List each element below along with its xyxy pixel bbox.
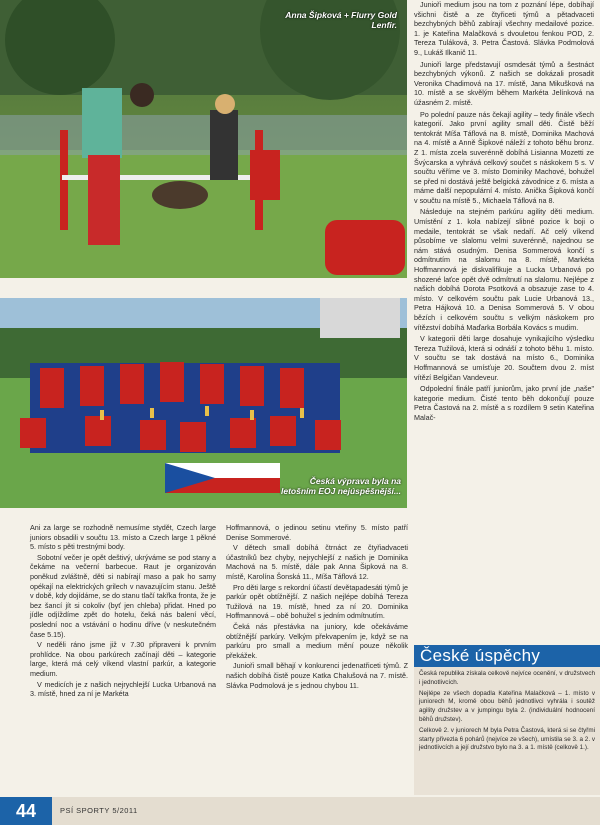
box-paragraph: Česká republika získala celkově nejvíce ocenění, v družstvech i jednotlivcích. [419,670,595,686]
photo-caption: Anna Šipková + Flurry Gold Lenfir. [285,10,397,30]
photo-agility-jump [0,0,407,278]
paragraph: Junioři medium jsou na tom z poznání lépe, dobíhají všichni čistě a ze čtyřiceti týmů a pětadvaceti bezchybných běhů zabírají všechny medailové pozice. 1. je Kateřina Malačková s dvouletou fenkou POD, 2. Tereza Tuláková, 3. Petra Častová. Slávka Podmolová 9., Lukáš Ilkanič 11. [414,0,594,57]
paragraph: V dětech small dobíhá čtrnáct ze čtyřiadvaceti účastníků bez chyby, nejrychlejší z našich je Dominika Machová na 5. místě, dále pak Anna Šipková na 8. místě, Karolína Šonská 11., Míša Táflová 12. [226,543,408,581]
paragraph: Po polední pauze nás čekají agility – tedy finále všech kategorií. Jako první agility small děti. Čistě běží tentokrát Míša Táflová na 8. místě, Dominika Machová na 4. místě a Anně Šipkové náleží z tohoto běhu bronz. Z 1. místa zcela suverénně dobíhá Lisianna Mozetti ze Švýcarska a vyhrává celkový součet s náskokem 5 s. V součtu věříme ve 3. místo Dominiky Machové, bohužel se před ni dostává ještě belgická závodnice z 6. místa a máme další nepopulární 4. místo. Anička Šipková končí v součtu na místě 5., Michaela Táflová na 8. [414,109,594,205]
paragraph: Ani za large se rozhodně nemusíme stydět, Czech large juniors obsadili v součtu 13. místo a Czech large 1 pěkné 5. místo s pěti trestnými body. [30,523,216,552]
article-column-3 [414,0,594,425]
article-column-1 [30,523,216,700]
paragraph: Čeká nás přestávka na juniory, kde očekáváme obtížnější parkúry. Velkým překvapením je, když se na parkúru pro small a medium mění pouze několik překážek. [226,621,408,660]
box-paragraph: Celkově 2. v juniorech M byla Petra Častová, která si se čtyřmi starty přivezla 6 pohárů (nejvíce ze všech), umístila se 3. a 2. v jednotlivcích a její družstvo bylo na 3. a 1. místě (celkově 1.). [419,726,595,752]
article-column-2 [226,523,408,691]
paragraph: Následuje na stejném parkúru agility děti medium. Umístění z 1. kola nabízejí slibné pozice k boji o medaile, tentokrát se však nedaří. Ač celý víkend působíme ve slalomu velmi suverénně, najednou se nám stává osudným. Denisa Sommerová končí s odmítnutím na slalomu na 8. místě, Markéta Hoffmannová je diskvalifikuje a Lucka Urbanová po shozené laťce opět dvě odmítnutí na slalomu. Nejlépe z našich dobíhá Dorota Psotková a obsazuje zase to 4. místo. V celkovém součtu pak Lucie Urbanová 13., Petra Hájková 10. a Denisa Sommerová 5. V obou bězích i celkovém součtu s velkým náskokem pro vítězství dobíhá Maďarka Borbála Kovács s mudim. [414,207,594,332]
paragraph: Pro děti large s rekordní účastí devětapadesáti týmů je parkúr opět obtížnější. Z našich nejlépe dobíhá Tereza Tužilová na 19. místě, hned za ní 20. Dominika Hoffmannová – obě bohužel s jedním odmítnutím. [226,582,408,621]
paragraph: Junioři small běhají v konkurenci jedenatřiceti týmů. Z našich dobíhá čistě pouze Katka Chalušová na 7. místě. Slávka Podmolová je s jednou chybou 11. [226,661,408,690]
box-title: České úspěchy [414,645,600,667]
box-paragraph: Nejlépe ze všech dopadla Kateřina Malačková – 1. místo v juniorech M, kromě obou běhů jednotlivci vyhrála i soutěž agility družstev a v jumpingu byla 2. (individuální hodnocení běhů družstev). [419,689,595,723]
box-body [414,667,600,758]
photo-team-group [0,298,407,508]
photo-caption: Česká výprava byla na letošním EOJ nejúspěšnější... [281,476,401,496]
magazine-issue: PSÍ SPORTY 5/2011 [60,806,138,815]
paragraph: V kategorii děti large dosahuje vynikajícího výsledku Tereza Tužilová, která si odnáší z tohoto běhu 1. místo. V součtu se tak dostává na místo 6., Dominika Hoffmannová se umísťuje 20. Součtem dvou 2. míst vítězí Belgičan Vandeveur. [414,334,594,382]
paragraph: Odpolední finále patří juniorům, jako první jde „naše" kategorie medium. Čisté tento běh dokončují pouze Petra Častová na 2. místě a s rozdílem 9 setin Kateřina Malač- [414,384,594,422]
paragraph: V neděli ráno jsme již v 7.30 připraveni k prvním prohlídce. Na obou parkúrech začínají děti – kategorie large, která má celý víkend vlastní parkúr, a kategorie medium. [30,640,216,678]
paragraph: V medicích je z našich nejrychlejší Lucka Urbanová na 3. místě, hned za ní je Markéta [30,679,216,699]
paragraph: Junioři large představují osmdesát týmů a šestnáct bezchybných výkonů. Z našich se dokázali prosadit Veronika Chadimová na 17. místě, Jana Mikušková na 10. místě a se skvělým během Markéta Jelínková na úžasném 2. místě. [414,59,594,107]
paragraph: Hoffmannová, o jedinou setinu vteřiny 5. místo patří Denise Sommerové. [226,523,408,542]
page-footer [0,797,600,825]
czech-successes-box [414,645,600,795]
photo-agility-jump-image [0,0,407,278]
paragraph: Sobotní večer je opět deštivý, ukrýváme se pod stany a čekáme na večerní barbecue. Raut je organizován poněkud zvláštně, děti si nabírají maso a pak ho samy opékají na elektrických grilech v navazujícím stanu. Ještě v době, kdy dojídáme, se do stanu tlačí takřka fronta, že je bez šancí jít si cokoliv (byť jen chleba) přidat. Hned po jídle odjíždíme zpět do hotelu, čeká nás balení věcí, poslední noc a vstávání o hodinu dříve (v neskutečném čase 5.15). [30,552,216,639]
page-number: 44 [0,797,52,825]
